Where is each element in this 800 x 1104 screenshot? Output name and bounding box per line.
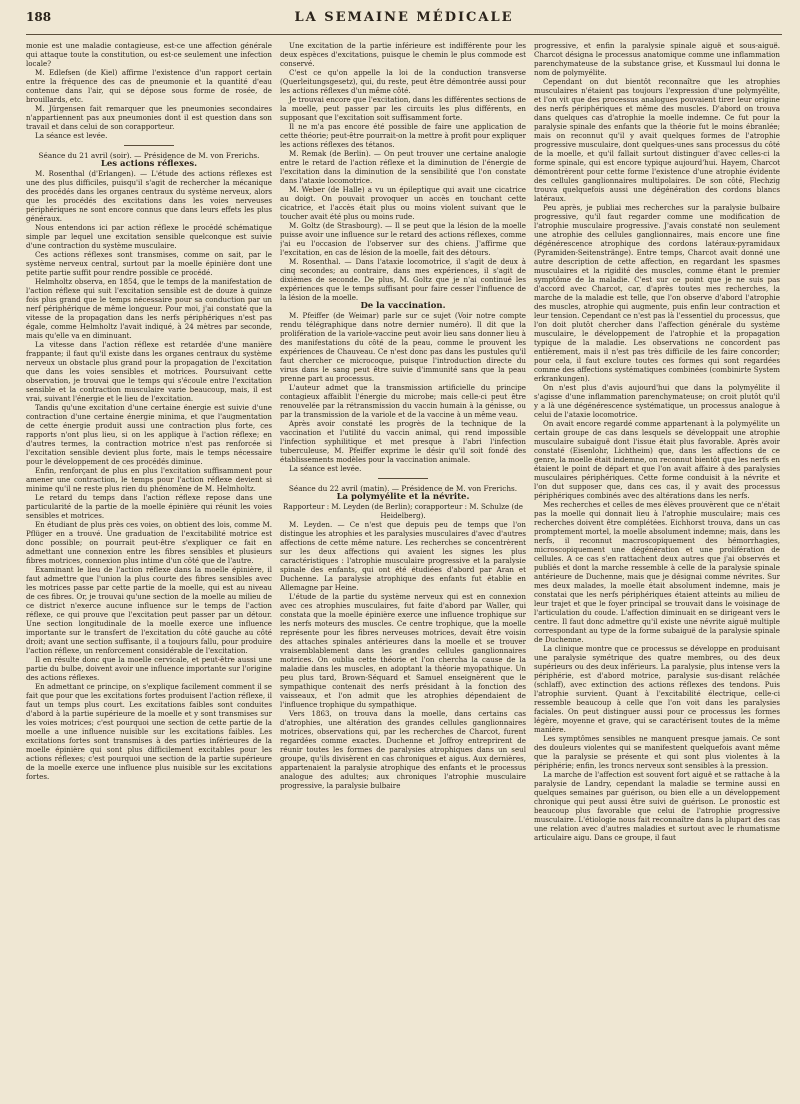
paragraph: En étudiant de plus près ces voies, on obtient des lois, comme M. Pflüger en a trouvé. Une graduation de l'excitabilité motrice est donc possible; on pourrait peut-être s'expliquer ce fait en admettant une connexion entre les fibres sensibles et plusieurs fibres motrices, connexion plus intime d'un côté que de l'autre. — [26, 520, 272, 565]
paragraph: Une excitation de la partie inférieure est indifférente pour les deux espèces d'excitations, puisque le chemin le plus commode est conservé. — [280, 41, 526, 68]
paragraph: Examinant le lieu de l'action réflexe dans la moelle épinière, il faut admettre que l'union la plus courte des fibres sensibles avec les motrices passe par cette partie de la moelle, qui est au niveau de ces fibres. Or, je trouvai qu'une section de la moelle au milieu de ce district n'exerce aucune influence sur le temps de l'action réflexe, ce qui prouve que l'excitation peut passer par un détour. Une section longitudinale de la moelle exerce une influence importante sur le transfert de l'excitation du côté gauche au côté droit; avant une section suffisante, il a toujours fallu, pour produire l'action réflexe, un renforcement considérable de l'excitation. — [26, 565, 272, 655]
paragraph: Vers 1863, on trouva dans la moelle, dans certains cas d'atrophies, une altération des grandes cellules ganglionnaires motrices, observations qui, par les recherches de Charcot, furent regardées comme exactes. Duchenne et Joffroy entreprirent de réunir toutes les formes de paralysies atrophiques dans un seul groupe, qu'ils divisèrent en cas chroniques et aigus. Aux dernières, appartenaient la paralysie atrophique des enfants et le processus analogue des adultes; aux chroniques l'atrophie musculaire progressive, la paralysie bulbaire — [280, 709, 526, 790]
paragraph: M. Remak (de Berlin). — On peut trouver une certaine analogie entre le retard de l'action réflexe et la diminution de l'énergie de l'excitation dans la diminution de la sensibilité que l'on constate dans l'ataxie locomotrice. — [280, 149, 526, 185]
session-title: Séance du 21 avril (soir). — Présidence de M. von Frerichs. — [38, 151, 260, 160]
paragraph: M. Pfeiffer (de Weimar) parle sur ce sujet (Voir notre compte rendu télégraphique dans notre dernier numéro). Il dit que la prolifération de la variole-vaccine peut avoir lieu sans donner lieu à des manifestations du côté de la peau, comme le prouvent les expériences de Chauveau. Ce n'est donc pas dans les pustules qu'il faut chercher ce microcoque, puisque l'introduction directe du virus dans le sang peut être suivie d'immunité sans que la peau prenne part au processus. — [280, 311, 526, 383]
paragraph: progressive, et enfin la paralysie spinale aiguë et sous-aiguë. Charcot désigna le processus anatomique comme une inflammation parenchymateuse de la substance grise, et Kussmaul lui donna le nom de polymyélite. — [534, 41, 780, 77]
section-heading: La polymyélite et la névrite. — [336, 492, 470, 502]
paragraph: M. Weber (de Halle) a vu un épileptique qui avait une cicatrice au doigt. On pouvait provoquer un accès en touchant cette cicatrice, et l'accès était plus ou moins violent suivant que le toucher avait été plus ou moins rude. — [280, 185, 526, 221]
session-closed: La séance est levée. — [35, 131, 108, 140]
paragraph: M. Leyden. — Ce n'est que depuis peu de temps que l'on distingue les atrophies et les paralysies musculaires d'avec d'autres affections de cette même nature. Les recherches se concentrèrent sur les deux affections qui avaient les signes les plus caractéristiques : l'atrophie musculaire progressive et la paralysie spinale des enfants, qui ont été étudiées d'abord par Aran et Duchenne. La paralysie atrophique des enfants fut établie en Allemagne par Heine. — [280, 520, 526, 592]
session-closed: La séance est levée. — [289, 464, 362, 473]
paragraph: On avait encore regardé comme appartenant à la polymyélite un certain groupe de cas dans lesquels se développait une atrophie musculaire subaiguë dont l'issue était plus favorable. Après avoir constaté (Eisenlohr, Lichtheim) que, dans les affections de ce genre, la moelle était indemne, on reconnut bientôt que les nerfs en étaient le point de départ et que l'on avait affaire à des paralysies musculaires périphériques. Cette forme conduisit à la névrite et l'on dut supposer que, dans ces cas, il y avait des processus périphériques combinés avec des altérations dans les nerfs. — [534, 419, 780, 500]
divider — [378, 478, 428, 479]
paragraph: Cependant on dut bientôt reconnaître que les atrophies musculaires n'étaient pas toujours l'expression d'une polymyélite, et l'on vit que des processus analogues pouvaient tirer leur origine des nerfs périphériques et même des muscles. D'abord on trouva dans quelques cas d'atrophie la moelle indemne. Ce fut pour la paralysie spinale des enfants que la théorie fut le moins ébranlée; mais on reconnut qu'il y avait quelques formes de l'atrophie progressive musculaire, dont quelques-unes sans processus du côté de la moelle, et qu'il fallait surtout distinguer d'avec celles-ci la forme spinale, qui est encore typique aujourd'hui. Hayem, Charcot démontrèrent pour cette forme l'existence d'une atrophie évidente des cellules ganglionnaires multipolaires. De son côté, Flechzig trouva quelquefois aussi une dégénération des cordons blancs latéraux. — [534, 77, 780, 203]
page-header — [26, 10, 782, 35]
journal-title: LA SEMAINE MÉDICALE — [294, 10, 514, 25]
paragraph: M. Edlefsen (de Kiel) affirme l'existence d'un rapport certain entre la fréquence des cas de pneumonie et la quantité d'eau contenue dans l'air, qui se dépose sous forme de rosée, de brouillards, etc. — [26, 68, 272, 104]
column-right — [534, 41, 780, 1101]
divider — [124, 145, 174, 146]
column-middle — [280, 41, 526, 1101]
text-columns — [26, 41, 782, 1101]
paragraph: Enfin, renforçant de plus en plus l'excitation suffisamment pour amener une contraction, le temps pour l'action réflexe devient si minime qu'il ne reste plus rien du phénomène de M. Helmholtz. — [26, 466, 272, 493]
section-heading: Les actions réflexes. — [100, 159, 198, 169]
paragraph: Nous entendons ici par action réflexe le procédé schématique simple par lequel une excitation sensible quelconque est suivie d'une contraction du système musculaire. — [26, 223, 272, 250]
paragraph: Ces actions réflexes sont transmises, comme on sait, par le système nerveux central, surtout par la moelle épinière dont une petite partie suffit pour rendre possible ce procédé. — [26, 250, 272, 277]
paragraph: Le retard du temps dans l'action réflexe repose dans une particularité de la partie de la moelle épinière qui réunit les voies sensibles et motrices. — [26, 493, 272, 520]
paragraph: Les symptômes sensibles ne manquent presque jamais. Ce sont des douleurs violentes qui se manifestent quelquefois avant même que la paralysie se présente et qui sont plus violentes à la périphérie; enfin, les troncs nerveux sont sensibles à la pression. — [534, 734, 780, 770]
paragraph: monie est une maladie contagieuse, est-ce une affection générale qui attaque toute la constitution, ou est-ce seulement une infection locale? — [26, 41, 272, 68]
paragraph: M. Goltz (de Strasbourg). — Il se peut que la lésion de la moelle puisse avoir une influence sur le retard des actions réflexes, comme j'ai eu l'occasion de l'observer sur des chiens. J'affirme que l'excitation, en cas de lésion de la moelle, fait des détours. — [280, 221, 526, 257]
column-left — [26, 41, 272, 1101]
paragraph: Je trouvai encore que l'excitation, dans les différentes sections de la moelle, peut passer par les circuits les plus différents, en supposant que l'excitation soit suffisamment forte. — [280, 95, 526, 122]
paragraph: Il en résulte donc que la moelle cervicale, et peut-être aussi une partie du bulbe, doivent avoir une influence importante sur l'origine des actions réflexes. — [26, 655, 272, 682]
paragraph: M. Jürgensen fait remarquer que les pneumonies secondaires n'appartiennent pas aux pneumonies dont il est question dans son travail et dans celui de son corapporteur. — [26, 104, 272, 131]
paragraph: La clinique montre que ce processus se développe en produisant une paralysie symétrique des quatre membres, ou des deux supérieurs ou des deux inférieurs. La paralysie, plus intense vers la périphérie, est d'abord motrice, paralysie sus-disant relâchée (schlaff), avec extinction des actions réflexes des tendons. Puis l'atrophie survient. Quant à l'excitabilité électrique, celle-ci ressemble beaucoup à celle que l'on voit dans les paralysies faciales. On peut distinguer aussi pour ce processus les formes légère, moyenne et grave, qui se caractérisent toutes de la même manière. — [534, 644, 780, 734]
paragraph: Helmholtz observa, en 1854, que le temps de la manifestation de l'action réflexe qui suit l'excitation sensible est de douze à quinze fois plus grand que le temps nécessaire pour sa conduction par un nerf périphérique de même longueur. Pour moi, j'ai constaté que la vitesse de la propagation dans les nerfs périphériques n'est pas égale, comme Helmholtz l'avait indiqué, à 24 mètres par seconde, mais qu'elle va en diminuant. — [26, 277, 272, 340]
section-heading: De la vaccination. — [360, 301, 446, 311]
paragraph: L'étude de la partie du système nerveux qui est en connexion avec ces atrophies musculaires, fut faite d'abord par Waller, qui constata que la moelle épinière exerce une influence trophique sur les nerfs moteurs des muscles. Ce centre trophique, que la moelle représente pour les fibres nerveuses motrices, devait être voisin des attaches spinales antérieures dans la moelle et se trouver vraisemblablement dans les grandes cellules ganglionnaires motrices. On oublia cette théorie et l'on chercha la cause de la maladie dans les muscles, en adoptant la théorie myopathique. Un peu plus tard, Brown-Séquard et Samuel enseignèrent que le sympathique contenait des nerfs présidant à la fonction des vaisseaux, et l'on admit que les atrophies dépendaient de l'influence trophique du sympathique. — [280, 592, 526, 709]
paragraph: M. Rosenthal. — Dans l'ataxie locomotrice, il s'agit de deux à cinq secondes; au contraire, dans mes expériences, il s'agit de dixièmes de seconde. De plus, M. Goltz que je n'ai continué les expériences que le temps suffisant pour faire cesser l'influence de la lésion de la moelle. — [280, 257, 526, 302]
paragraph: Après avoir constaté les progrès de la technique de la vaccination et l'utilité du vaccin animal, qui rend impossible l'infection syphilitique et met presque à l'abri l'infection tuberculeuse, M. Pfeiffer exprime le désir qu'il soit fondé des établissements modèles pour la vaccination animale. — [280, 419, 526, 464]
paragraph: On n'est plus d'avis aujourd'hui que dans la polymyélite il s'agisse d'une inflammation parenchymateuse; on croit plutôt qu'il y a là une dégénérescence systématique, un processus analogue à celui de l'ataxie locomotrice. — [534, 383, 780, 419]
page-number: 188 — [26, 10, 52, 24]
paragraph: Mes recherches et celles de mes élèves prouvèrent que ce n'était pas la moelle qui donnait lieu à l'atrophie musculaire; mais ces recherches doivent être complétées. Eichhorst trouva, dans un cas promptement mortel, la moelle absolument indemne; mais, dans les nerfs, il reconnut macroscopiquement des hémorrhagies, microscopiquement une dégénération et une prolifération de cellules. A ce cas s'en rattachent deux autres que j'ai observés et publiés et dont la marche ressemble à celle de la paralysie spinale antérieure de Duchenne, mais que je désignai comme névrites. Sur mes deux malades, la moelle était absolument indemne, mais je constatai que les nerfs périphériques étaient atteints au milieu de leur trajet et que le foyer principal se trouvait dans le voisinage de l'articulation du coude. L'affection diminuait en se dirigeant vers le centre. Il faut donc admettre qu'il existe une névrite aiguë multiple correspondant au type de la forme subaiguë de la paralysie spinale de Duchenne. — [534, 500, 780, 644]
paragraph: La vitesse dans l'action réflexe est retardée d'une manière frappante; il faut qu'il existe dans les organes centraux du système nerveux un obstacle plus grand pour la propagation de l'excitation que dans les voies sensibles et motrices. Poursuivant cette observation, je trouvai que le temps qui s'écoule entre l'excitation sensible et la contraction musculaire varie beaucoup, mais, il est vrai, suivant l'énergie et le lieu de l'excitation. — [26, 340, 272, 403]
session-title: Séance du 22 avril (matin). — Présidence de M. von Frerichs. — [288, 484, 518, 493]
paragraph: Peu après, je publiai mes recherches sur la paralysie bulbaire progressive, qu'il faut regarder comme une modification de l'atrophie musculaire progressive. J'avais constaté non seulement une atrophie des cellules ganglionnaires, mais encore une fine dégénérescence atrophique des cordons latéraux-pyramidaux (Pyramiden-Seitenstränge). Entre temps, Charcot avait donné une autre description de cette affection, en regardant les spasmes musculaires et la rigidité des muscles, comme étant le premier symptôme de la maladie. C'est sur ce point que je ne suis pas d'accord avec Charcot, car, d'après toutes mes recherches, la marche de la maladie est telle, que l'on observe d'abord l'atrophie des muscles, atrophie qui augmente, puis enfin leur contraction et leur tension. Cependant ce n'est pas là l'essentiel du processus, que l'on doit plutôt chercher dans l'affection générale du système musculaire, le développement de l'atrophie et la propagation typique de la maladie. Les observations ne concordent pas entièrement, mais il n'est pas très difficile de les faire concorder; pour cela, il faut exclure toutes ces formes qui sont regardées comme des affections systématiques combinées (combinirte System erkrankungen). — [534, 203, 780, 383]
paragraph: En admettant ce principe, on s'explique facilement comment il se fait que pour que les excitations fortes produisent l'action réflexe, il faut un temps plus court. Les excitations faibles sont conduites d'abord à la partie supérieure de la moelle et y sont transmises sur les voies motrices; c'est pourquoi une section de cette partie de la moelle a une influence nuisible sur les excitations faibles. Les excitations fortes sont transmises à des parties inférieures de la moelle épinière qui sont plus difficilement excitables pour les actions réflexes; c'est pourquoi une section de la partie supérieure de la moelle exerce une influence plus nuisible sur les excitations fortes. — [26, 682, 272, 781]
paragraph: C'est ce qu'on appelle la loi de la conduction transverse (Querleitungsgesetz), qui, du reste, peut être démontrée aussi pour les actions réflexes d'un même côté. — [280, 68, 526, 95]
paragraph: L'auteur admet que la transmission artificielle du principe contagieux affaiblit l'énergie du microbe; mais celle-ci peut être renouvelée par la rétransmission du vaccin humain à la génisse, ou par la transmission de la variole et de la vaccine à un même veau. — [280, 383, 526, 419]
paragraph: Tandis qu'une excitation d'une certaine énergie est suivie d'une contraction d'une certaine énergie minima, et que l'augmentation de cette énergie produit aussi une contraction plus forte, ces rapports n'ont plus lieu, si on les applique à l'action réflexe; en d'autres termes, la contraction motrice n'est pas renforcée si l'excitation sensible devient plus forte, mais le temps nécessaire pour le développement de ces procédés diminue. — [26, 403, 272, 466]
rapporteur-line: Rapporteur : M. Leyden (de Berlin); corapporteur : M. Schulze (de Heidelberg). — [283, 502, 523, 520]
paragraph: Il ne m'a pas encore été possible de faire une application de cette théorie; peut-être pourrait-on la mettre à profit pour expliquer les actions réflexes des tétanos. — [280, 122, 526, 149]
paragraph: M. Rosenthal (d'Erlangen). — L'étude des actions réflexes est une des plus difficiles, puisqu'il s'agit de rechercher la mécanique des procédés dans les organes centraux du système nerveux, alors que les procédés des excitations dans les voies nerveuses périphériques ne sont encore connus que dans leurs effets les plus généraux. — [26, 169, 272, 223]
paragraph: La marche de l'affection est souvent fort aiguë et se rattache à la paralysie de Landry, cependant la maladie se termine aussi en quelques semaines par guérison, ou bien elle a un développement chronique qui peut aussi être suivi de guérison. Le pronostic est beaucoup plus favorable que celui de l'atrophie progressive musculaire. L'étiologie nous fait reconnaître dans la plupart des cas une relation avec d'autres maladies et surtout avec le rhumatisme articulaire aigu. Dans ce groupe, il faut — [534, 770, 780, 842]
